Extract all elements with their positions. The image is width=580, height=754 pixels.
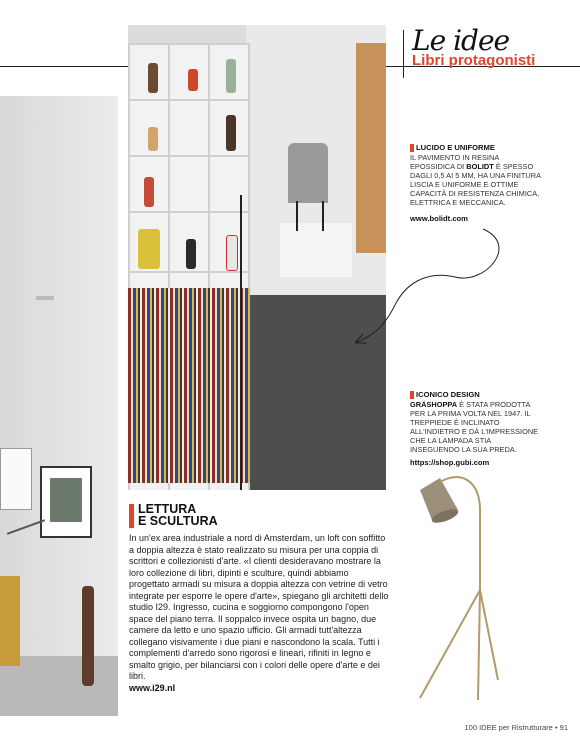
caption2-brand: GRÄSHOPPA <box>410 400 458 409</box>
caption2-marker <box>410 391 414 399</box>
caption1-brand: BOLIDT <box>466 162 494 171</box>
caption1-marker <box>410 144 414 152</box>
left-photo <box>0 96 118 716</box>
caption2-text-body: È STATA PRODOTTA PER LA PRIMA VOLTA NEL 1947. IL TREPPIEDE È INCLINATO ALL'INDIETRO E DÀ L'IMPRESSIONE CHE LA LAMPADA STIA INSEGUENDO LA SUA PREDA. <box>410 400 539 454</box>
page-footer: 100 IDEE per Ristrutturare • 91 <box>464 723 568 732</box>
caption2-title: ICONICO DESIGN <box>416 390 480 399</box>
article-link[interactable]: www.i29.nl <box>129 682 176 693</box>
article-title-line1: LETTURA <box>138 502 197 516</box>
curved-arrow-icon <box>345 215 505 355</box>
caption2-text <box>410 400 542 454</box>
caption2-link[interactable]: https://shop.gubi.com <box>410 458 490 467</box>
article-title <box>138 503 218 527</box>
article-title-line2: E SCULTURA <box>138 514 218 528</box>
caption1-text-end: È SPESSO DAGLI 0,5 AI 5 MM, HA UNA FINITURA LISCIA E UNIFORME E OTTIME CAPACITÀ DI RESISTENZA CHIMICA, ELETTRICA E MECCANICA. <box>410 162 541 207</box>
section-subtitle: Libri protagonisti <box>412 52 536 69</box>
caption1-text-start: IL PAVIMENTO IN RESINA EPOSSIDICA DI <box>410 153 499 171</box>
article-body <box>129 533 391 694</box>
section-title: Le idee <box>412 24 510 57</box>
caption1-title: LUCIDO E UNIFORME <box>416 143 495 152</box>
article-marker <box>129 504 134 528</box>
caption1-link[interactable]: www.bolidt.com <box>410 214 468 223</box>
floor-lamp-image <box>400 470 510 710</box>
header-divider <box>403 30 404 78</box>
caption1-text <box>410 153 542 207</box>
article-text: In un'ex area industriale a nord di Amsterdam, un loft con soffitto a doppia altezza è stato realizzato su misura per una coppia di scrittori e collezionisti d'arte. «I clienti desideravano mostrare la loro collezione di libri, dipinti e sculture, quindi abbiamo progettato armadi su misura a doppia altezza con vetrine di vetro integrate per esporre le opere d'arte», spiegano gli architetti dello studio I29. Ingresso, cucina e soggiorno compongono l'open space del piano terra. Il soppalco invece ospita un bagno, due camere da letto e uno spazio ufficio. Gli armadi tutt'altezza collegano visivamente i due piani e nascondono la scala. Tutti i complementi d'arredo sono rigorosi e lineari, rifiniti in legno e smalto grigio, per bilanciarsi con i colori delle opere d'arte e dei libri. <box>129 533 389 681</box>
